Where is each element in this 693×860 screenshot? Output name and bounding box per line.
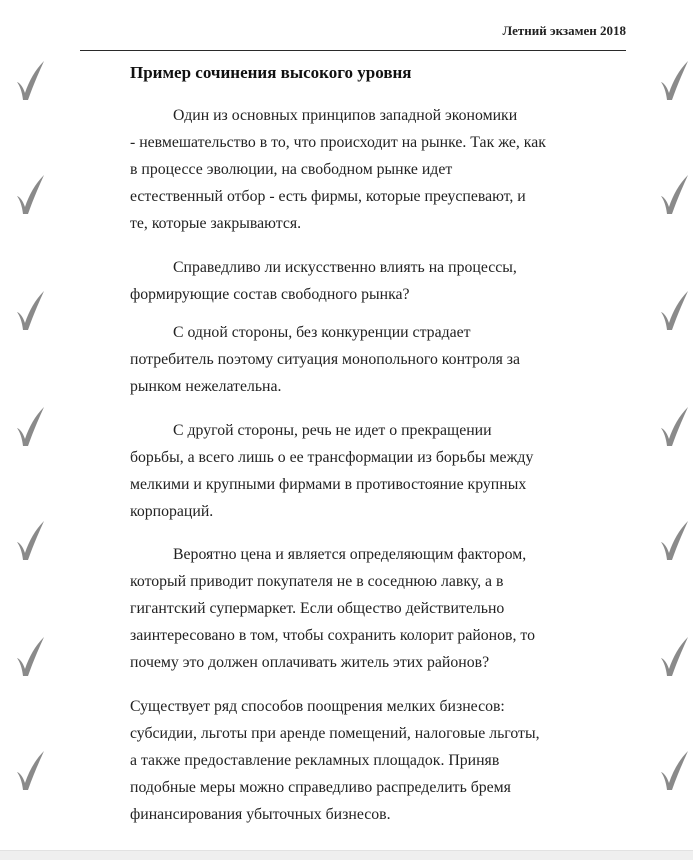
paragraph-line: потребитель поэтому ситуация монопольного контроля за (130, 351, 521, 368)
checkmark-icon (658, 748, 690, 792)
paragraph-line: борьбы, а всего лишь о ее трансформации из борьбы между (130, 449, 534, 466)
checkmark-icon (14, 748, 46, 792)
checkmark-icon (658, 288, 690, 332)
paragraph-line: С другой стороны, речь не идет о прекращении (173, 422, 492, 439)
checkmark-icon (14, 58, 46, 102)
page-header-title: Летний экзамен 2018 (502, 23, 626, 38)
paragraph-line: формирующие состав свободного рынка? (130, 286, 410, 303)
paragraph-line: естественный отбор - есть фирмы, которые преуспевают, и (130, 188, 526, 205)
paragraph-line: Один из основных принципов западной экономики (173, 107, 518, 124)
checkmark-icon (14, 518, 46, 562)
paragraph-line: подобные меры можно справедливо распределить бремя (130, 779, 511, 796)
paragraph-line: заинтересовано в том, чтобы сохранить колорит районов, то (130, 627, 535, 644)
checkmark-icon (658, 634, 690, 678)
paragraph-line: финансирования убыточных бизнесов. (130, 806, 391, 823)
checkmark-icon (14, 288, 46, 332)
paragraph-line: почему это должен оплачивать житель этих районов? (130, 654, 490, 671)
paragraph-line: Справедливо ли искусственно влиять на процессы, (173, 259, 517, 276)
paragraph-line: те, которые закрываются. (130, 215, 302, 232)
paragraph-line: рынком нежелательна. (130, 378, 282, 395)
paragraph-line: С одной стороны, без конкуренции страдает (173, 324, 471, 341)
paragraph-3 (130, 319, 520, 400)
paragraph-line: - невмешательство в то, что происходит на рынке. Так же, как (130, 134, 546, 151)
paragraph-line: корпораций. (130, 503, 214, 520)
paragraph-line: мелкими и крупными фирмами в противостояние крупных (130, 476, 527, 493)
checkmark-icon (14, 404, 46, 448)
article-heading: Пример сочинения высокого уровня (130, 63, 412, 82)
checkmark-icon (14, 634, 46, 678)
paragraph-line: который приводит покупателя не в соседнюю лавку, а в (130, 573, 504, 590)
paragraph-line: гигантский супермаркет. Если общество действительно (130, 600, 505, 617)
checkmark-icon (658, 518, 690, 562)
paragraph-line: в процессе эволюции, на свободном рынке идет (130, 161, 453, 178)
paragraph-5 (130, 541, 535, 676)
checkmark-icon (14, 172, 46, 216)
checkmark-icon (658, 404, 690, 448)
paragraph-line: а также предоставление рекламных площадок. Приняв (130, 752, 500, 769)
checkmark-icon (658, 58, 690, 102)
paragraph-line: субсидии, льготы при аренде помещений, налоговые льготы, (130, 725, 540, 742)
paragraph-line: Существует ряд способов поощрения мелких бизнесов: (130, 698, 505, 715)
paragraph-1 (130, 102, 546, 237)
paragraph-4 (130, 417, 533, 525)
page-header (80, 20, 626, 51)
checkmark-icon (658, 172, 690, 216)
paragraph-line: Вероятно цена и является определяющим фактором, (173, 546, 527, 563)
paragraph-2 (130, 254, 517, 308)
paragraph-6 (130, 693, 540, 828)
